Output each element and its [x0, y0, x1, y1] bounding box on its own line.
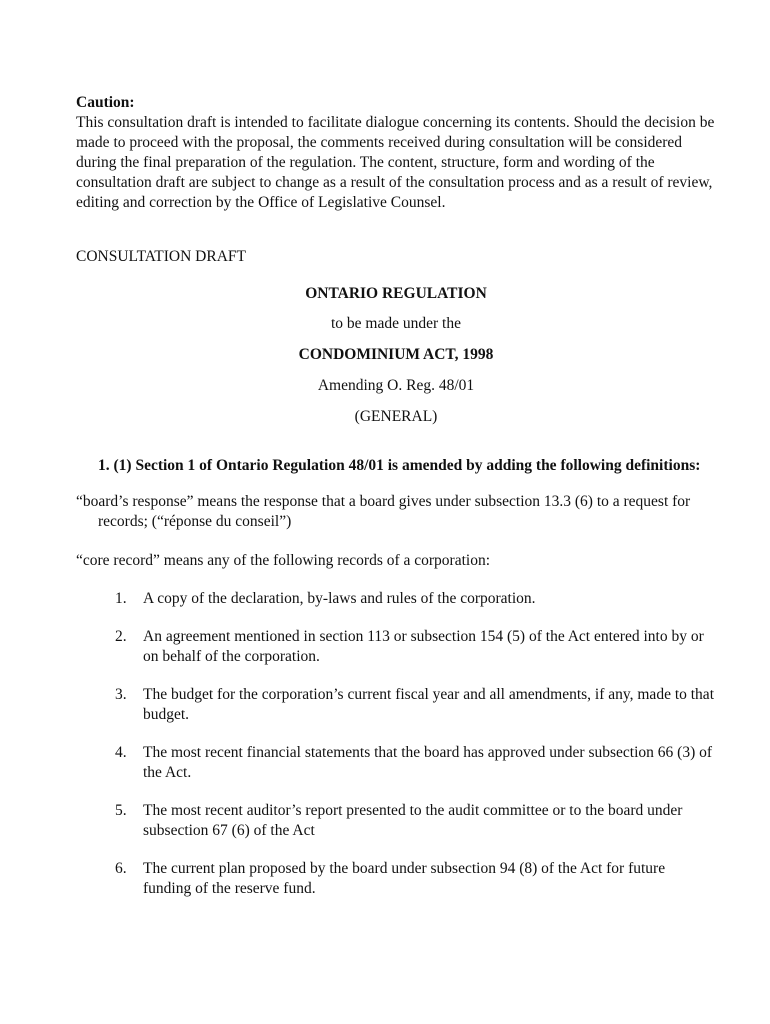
list-item-number: 4.	[115, 744, 127, 761]
list-item	[76, 743, 716, 783]
list-item-number: 1.	[115, 590, 127, 607]
document-page	[76, 93, 716, 899]
list-item-text: The most recent auditor’s report presented to the audit committee or to the board under subsection 67 (6) of the Act	[143, 802, 683, 839]
section-heading: 1. (1) Section 1 of Ontario Regulation 48/01 is amended by adding the following definitions:	[98, 457, 701, 474]
core-record-list	[76, 589, 716, 899]
amending-text: Amending O. Reg. 48/01	[317, 377, 475, 394]
list-item-number: 2.	[115, 628, 127, 645]
definition-boards-response: “board’s response” means the response that a board gives under subsection 13.3 (6) to a request for records; (“réponse du conseil”)	[76, 493, 691, 530]
list-item-text: An agreement mentioned in section 113 or subsection 154 (5) of the Act entered into by or on behalf of the corporation.	[143, 628, 704, 665]
list-item	[76, 685, 716, 725]
list-item-number: 3.	[115, 686, 127, 703]
list-item-text: The current plan proposed by the board under subsection 94 (8) of the Act for future funding of the reserve fund.	[143, 860, 666, 897]
list-item	[76, 589, 716, 609]
caution-title: Caution:	[76, 94, 135, 111]
list-item-number: 5.	[115, 802, 127, 819]
list-item	[76, 801, 716, 841]
list-item-text: A copy of the declaration, by-laws and rules of the corporation.	[143, 590, 536, 607]
caution-text: This consultation draft is intended to facilitate dialogue concerning its contents. Should the decision be made to proceed with the proposal, the comments received during consultation will be considered during the final preparation of the regulation. The content, structure, form and wording of the consultation draft are subject to change as a result of the consultation process and as a result of review, editing and correction by the Office of Legislative Counsel.	[76, 114, 715, 211]
regulation-title: ONTARIO REGULATION	[305, 285, 487, 302]
list-item	[76, 859, 716, 899]
list-item	[76, 627, 716, 667]
general-text: (GENERAL)	[354, 408, 438, 425]
list-item-text: The most recent financial statements that the board has approved under subsection 66 (3) of the Act.	[143, 744, 713, 781]
list-item-text: The budget for the corporation’s current fiscal year and all amendments, if any, made to that budget.	[143, 686, 714, 723]
consultation-draft-label: CONSULTATION DRAFT	[76, 248, 246, 265]
definition-core-record: “core record” means any of the following records of a corporation:	[76, 552, 491, 569]
list-item-number: 6.	[115, 860, 127, 877]
act-title: CONDOMINIUM ACT, 1998	[298, 346, 494, 363]
made-under-text: to be made under the	[331, 315, 461, 332]
